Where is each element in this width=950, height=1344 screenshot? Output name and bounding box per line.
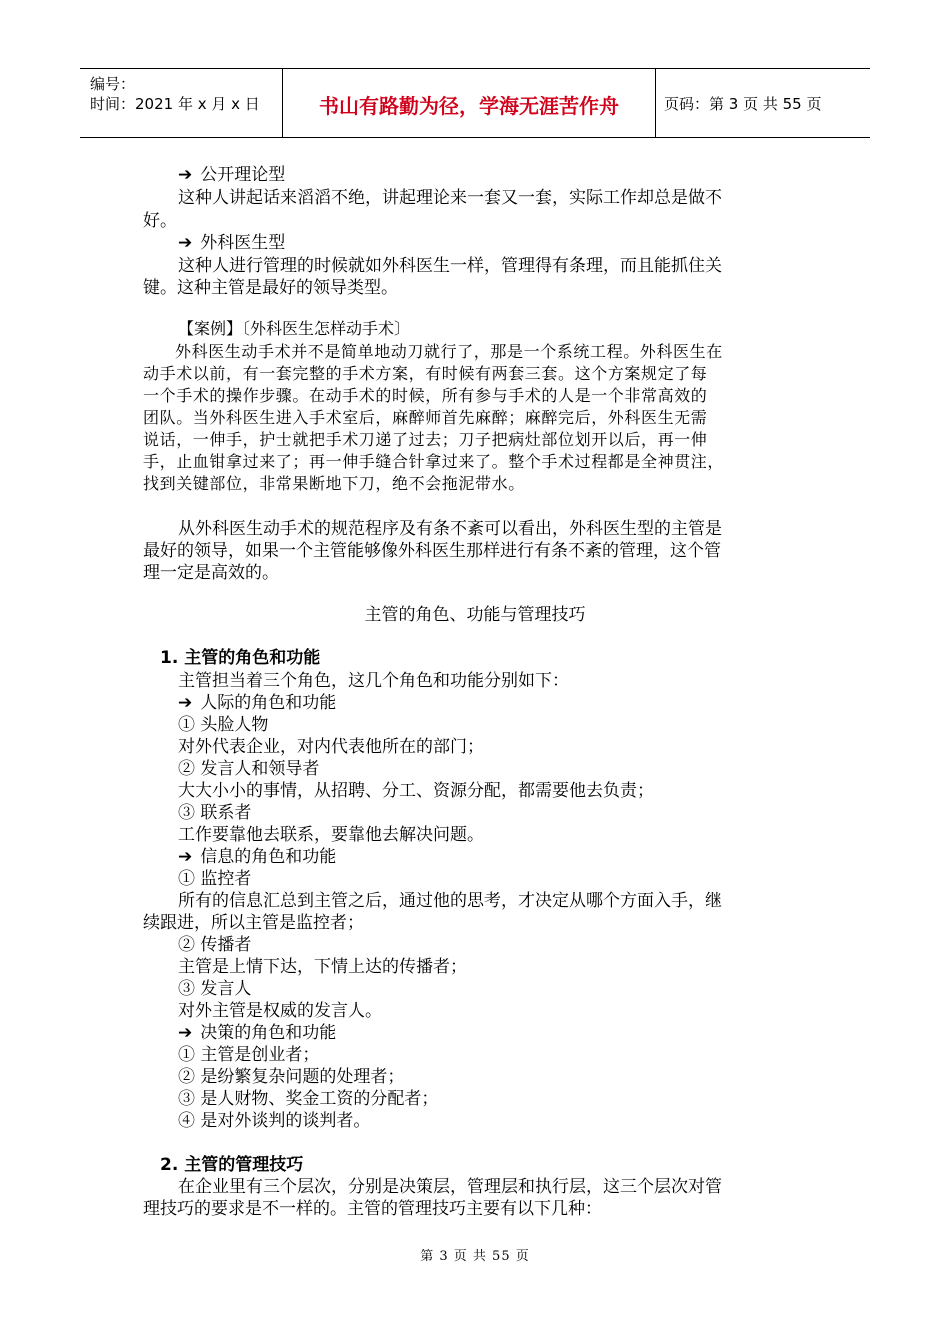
role-item: ② 传播者 bbox=[178, 935, 252, 955]
type1-title: 公开理论型 bbox=[200, 165, 286, 185]
part2-line1: 在企业里有三个层次，分别是决策层，管理层和执行层，这三个层次对管 bbox=[178, 1177, 722, 1197]
part1-intro: 主管担当着三个角色，这几个角色和功能分别如下： bbox=[178, 671, 569, 691]
conclusion-line: 理一定是高效的。 bbox=[143, 563, 279, 583]
header-mid-cell bbox=[283, 69, 656, 137]
role-desc: 续跟进，所以主管是监控者； bbox=[143, 913, 364, 933]
role-item: ② 是纷繁复杂问题的处理者； bbox=[178, 1067, 405, 1087]
type1-line2: 好。 bbox=[143, 211, 177, 231]
role-item: ① 主管是创业者； bbox=[178, 1045, 320, 1065]
section-title: 主管的角色、功能与管理技巧 bbox=[364, 605, 586, 625]
type2-line2: 键。这种主管是最好的领导类型。 bbox=[143, 278, 398, 298]
case-line: 动手术以前，有一套完整的手术方案，有时候有两套三套。这个方案规定了每 bbox=[143, 364, 708, 383]
arrow-right-icon: ➔ bbox=[178, 693, 193, 713]
part1-heading: 1. 主管的角色和功能 bbox=[160, 648, 321, 668]
header-left-cell bbox=[80, 69, 283, 137]
role-desc: 主管是上情下达，下情上达的传播者； bbox=[178, 957, 467, 977]
role-desc: 工作要靠他去联系，要靠他去解决问题。 bbox=[178, 825, 484, 845]
arrow-right-icon: ➔ bbox=[178, 847, 193, 867]
part2-heading: 2. 主管的管理技巧 bbox=[160, 1155, 304, 1175]
role-item: ① 监控者 bbox=[178, 869, 252, 889]
type2-item bbox=[178, 228, 285, 253]
time-label: 时间：2021 年 x 月 x 日 bbox=[90, 95, 260, 113]
case-line: 外科医生动手术并不是简单地动刀就行了，那是一个系统工程。外科医生在 bbox=[175, 342, 723, 361]
case-line: 手，止血钳拿过来了；再一伸手缝合针拿过来了。整个手术过程都是全神贯注， bbox=[143, 452, 725, 471]
role-desc: 对外主管是权威的发言人。 bbox=[178, 1001, 382, 1021]
role-item: ③ 联系者 bbox=[178, 803, 252, 823]
role-item: ② 发言人和领导者 bbox=[178, 759, 320, 779]
type2-title: 外科医生型 bbox=[200, 233, 286, 253]
part2-line2: 理技巧的要求是不一样的。主管的管理技巧主要有以下几种： bbox=[143, 1199, 602, 1219]
arrow-right-icon: ➔ bbox=[178, 165, 193, 185]
info-title: 信息的角色和功能 bbox=[200, 847, 337, 867]
role-item: ① 头脸人物 bbox=[178, 715, 269, 735]
role-item: ④ 是对外谈判的谈判者。 bbox=[178, 1111, 371, 1131]
arrow-right-icon: ➔ bbox=[178, 1023, 193, 1043]
motto: 书山有路勤为径，学海无涯苦作舟 bbox=[319, 94, 619, 118]
number-label: 编号： bbox=[90, 75, 136, 93]
type1-line1: 这种人讲起话来滔滔不绝，讲起理论来一套又一套，实际工作却总是做不 bbox=[178, 188, 722, 208]
case-line: 团队。当外科医生进入手术室后，麻醉师首先麻醉；麻醉完后，外科医生无需 bbox=[143, 408, 708, 427]
role-desc: 大大小小的事情，从招聘、分工、资源分配，都需要他去负责； bbox=[178, 781, 654, 801]
decision-title: 决策的角色和功能 bbox=[200, 1023, 337, 1043]
case-title: 【案例】〔外科医生怎样动手术〕 bbox=[178, 319, 411, 338]
page-info: 页码：第 3 页 共 55 页 bbox=[664, 95, 822, 113]
role-desc: 所有的信息汇总到主管之后，通过他的思考，才决定从哪个方面入手，继 bbox=[178, 891, 722, 911]
header-right-cell bbox=[656, 69, 870, 137]
interpersonal-title: 人际的角色和功能 bbox=[200, 693, 337, 713]
conclusion-line: 最好的领导，如果一个主管能够像外科医生那样进行有条不紊的管理，这个管 bbox=[143, 541, 721, 561]
role-desc: 对外代表企业，对内代表他所在的部门； bbox=[178, 737, 484, 757]
arrow-right-icon: ➔ bbox=[178, 233, 193, 253]
conclusion-line: 从外科医生动手术的规范程序及有条不紊可以看出，外科医生型的主管是 bbox=[178, 519, 722, 539]
page-header bbox=[80, 68, 870, 138]
role-item: ③ 是人财物、奖金工资的分配者； bbox=[178, 1089, 439, 1109]
case-line: 说话，一伸手，护士就把手术刀递了过去；刀子把病灶部位划开以后，再一伸 bbox=[143, 430, 708, 449]
case-line: 一个手术的操作步骤。在动手术的时候，所有参与手术的人是一个非常高效的 bbox=[143, 386, 708, 405]
page-footer: 第 3 页 共 55 页 bbox=[420, 1249, 530, 1264]
type1-item bbox=[178, 160, 285, 185]
type2-line1: 这种人进行管理的时候就如外科医生一样，管理得有条理，而且能抓住关 bbox=[178, 256, 722, 276]
role-item: ③ 发言人 bbox=[178, 979, 252, 999]
case-line: 找到关键部位，非常果断地下刀，绝不会拖泥带水。 bbox=[143, 474, 525, 493]
